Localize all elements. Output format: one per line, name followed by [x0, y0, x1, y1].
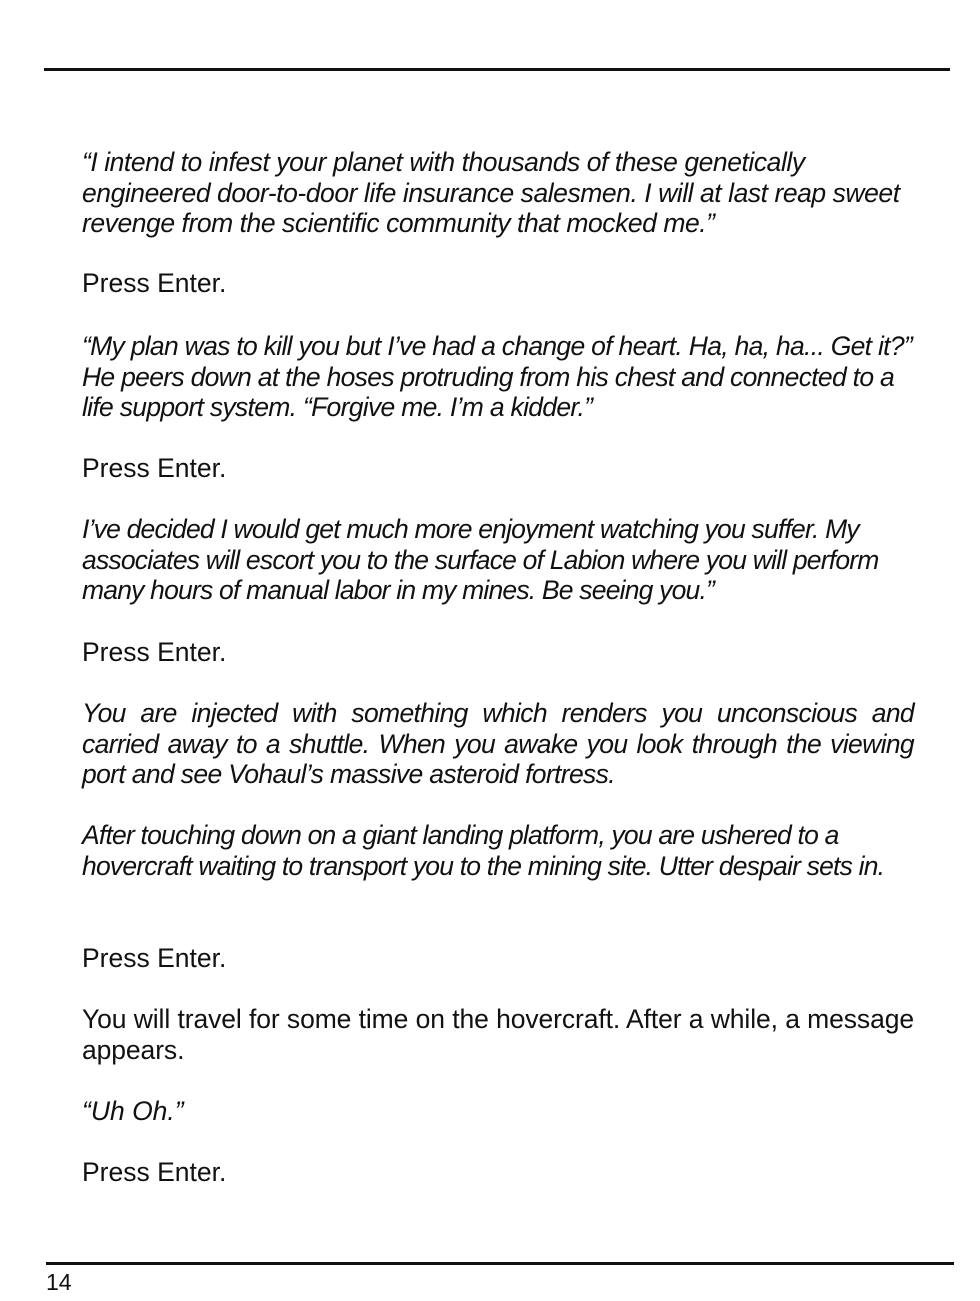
press-enter-4: Press Enter.: [82, 943, 227, 973]
press-enter-1: Press Enter.: [82, 268, 227, 298]
paragraph-vohaul-threat: “I intend to infest your planet with thousands of these genetically engineered door-to-door life insurance salesmen. I will at last reap sweet revenge from the scientific community that mocked me.”: [82, 147, 900, 238]
press-enter-5: Press Enter.: [82, 1157, 227, 1187]
paragraph-manual-labor: I’ve decided I would get much more enjoyment watching you suffer. My associates will escort you to the surface of Labion where you will perform many hours of manual labor in my mines. Be seeing you.”: [82, 514, 879, 605]
paragraph-shuttle: You are injected with something which renders you unconscious and carried away to a shuttle. When you awake you look through the viewing port and see Vohaul’s massive asteroid fortress.: [82, 698, 914, 789]
press-enter-3: Press Enter.: [82, 637, 227, 667]
paragraph-uh-oh: “Uh Oh.”: [82, 1096, 184, 1126]
paragraph-change-of-heart: “My plan was to kill you but I’ve had a change of heart. Ha, ha, ha... Get it?” He peers down at the hoses protruding from his chest and connected to a life support system. “Forgive me. I’m a kidder.”: [82, 331, 912, 422]
page-number: 14: [46, 1269, 72, 1295]
top-rule: [44, 68, 950, 71]
paragraph-hovercraft-travel: You will travel for some time on the hovercraft. After a while, a message appears.: [82, 1004, 914, 1065]
bottom-rule: [46, 1262, 954, 1265]
paragraph-landing-platform: After touching down on a giant landing platform, you are ushered to a hovercraft waiting to transport you to the mining site. Utter despair sets in.: [82, 820, 885, 881]
press-enter-2: Press Enter.: [82, 453, 227, 483]
